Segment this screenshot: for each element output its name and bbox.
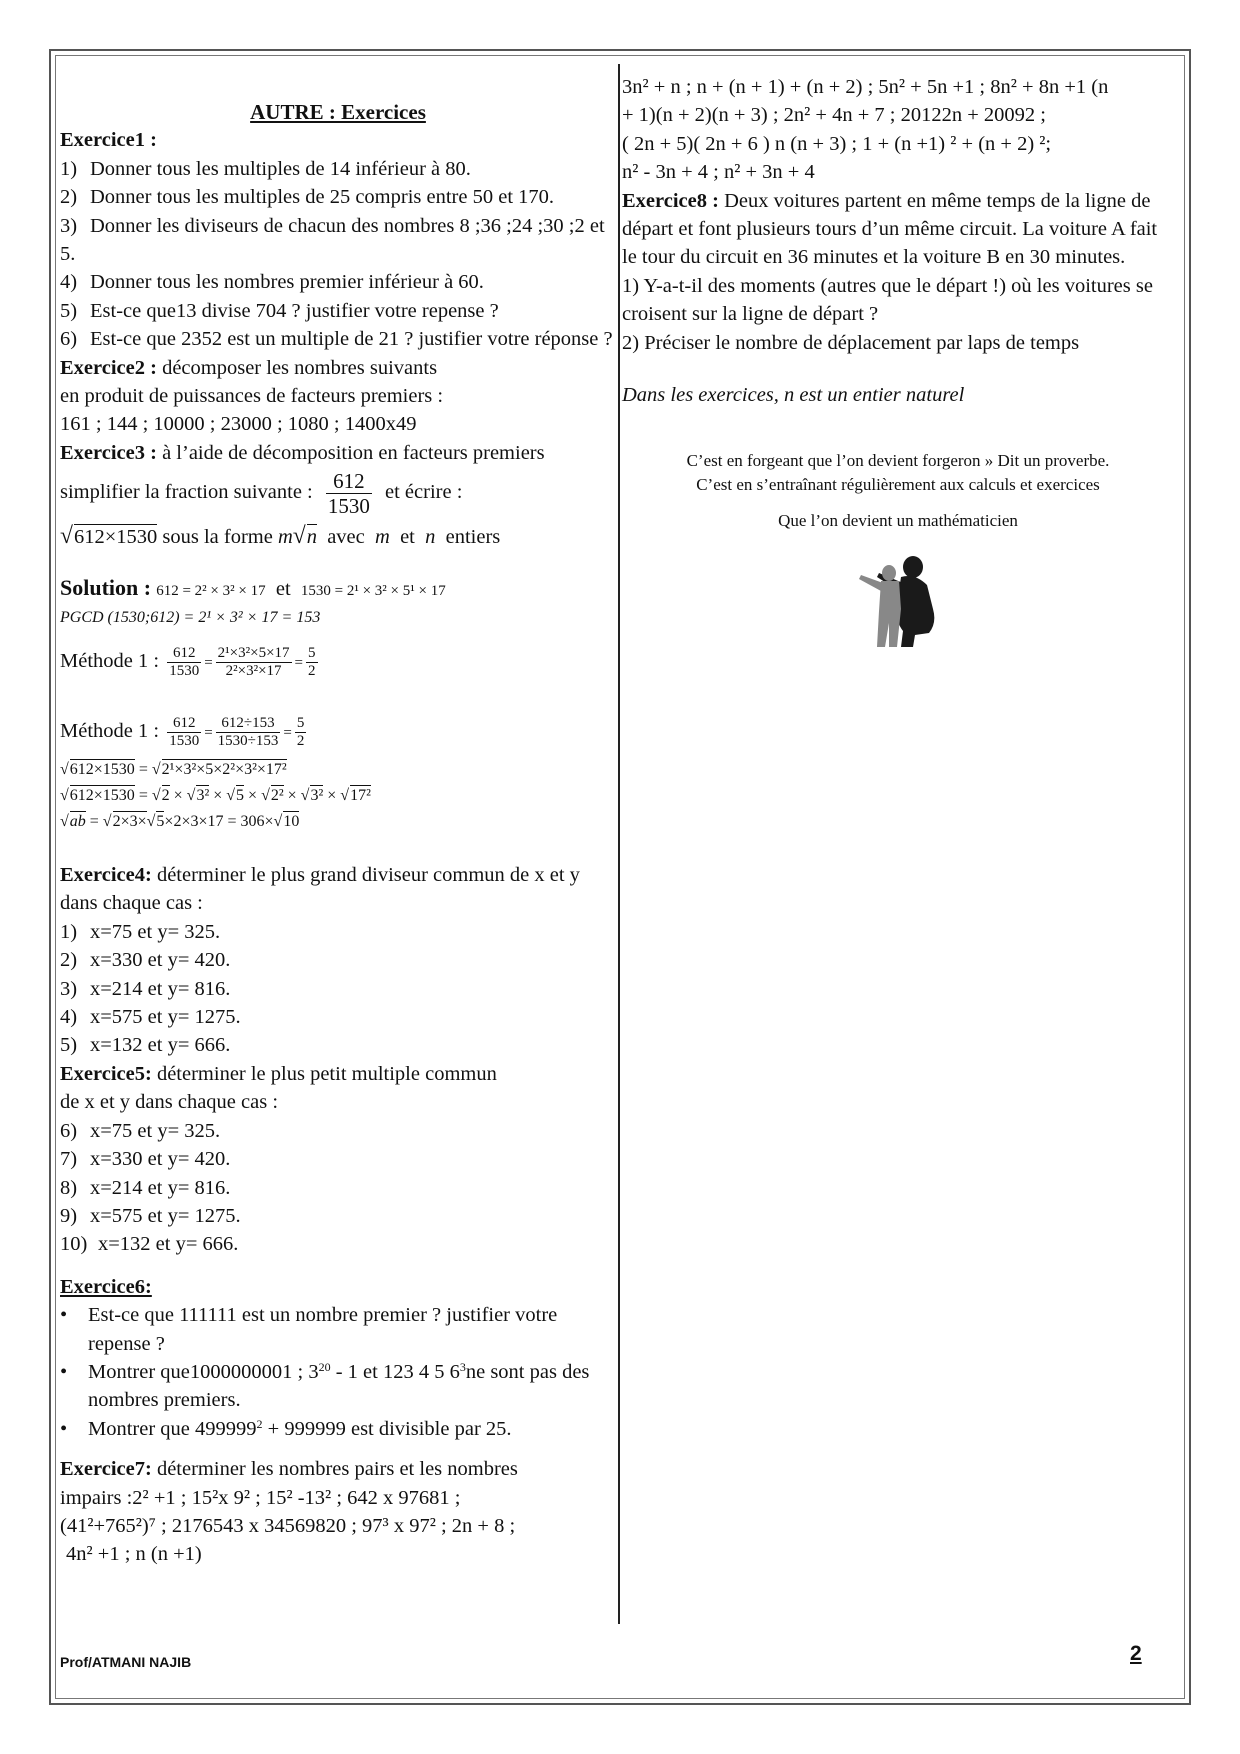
method2-line: Méthode 1 : $\frac{612}{1530}$ = $\frac{612\div 153}{1530\div 153}$ = $\frac{5}{2}$ — [60, 714, 305, 749]
solution-line: Solution : 612 = 2² × 3² × 17 et 1530 = 2¹ × 3² × 5¹ × 17 — [60, 574, 446, 600]
teacher-child-silhouette-icon — [853, 551, 943, 651]
author-footer: Prof/ATMANI NAJIB — [60, 1654, 192, 1670]
ex5-list — [60, 1117, 616, 1259]
pgcd-line: PGCD (1530;612) = 2¹ × 3² × 17 = 153 — [60, 609, 321, 627]
ex3-fraction-line: simplifier la fraction suivante : $\frac{612}{1530}$ et écrire : — [60, 468, 463, 519]
root-line-1: √612×1530 = √2¹×3²×5×2²×3²×17² — [60, 761, 287, 779]
ex7-line2: impairs :2² +1 ; 15²x 9² ; 15² -13² ; 642 x 97681 ; — [60, 1486, 461, 1509]
list-item: 1) x=75 et y= 325. — [60, 920, 221, 943]
m1-frac-b: $\frac{\text{2¹×3²×5×17}}{\text{2²×3²×17}}$ — [217, 644, 290, 679]
list-item: 7) x=330 et y= 420. — [60, 1148, 231, 1171]
ex5-line2: de x et y dans chaque cas : — [60, 1091, 279, 1114]
list-item: 1) Donner tous les multiples de 14 inférieur à 80. — [60, 157, 471, 180]
ex7-cont-line1: 3n² + n ; n + (n + 1) + (n + 2) ; 5n² + 5n +1 ; 8n² + 8n +1 (n — [622, 76, 1109, 98]
list-item: 9) x=575 et y= 1275. — [60, 1204, 241, 1227]
fraction-612-1530: $\frac{612}{1530}$ — [327, 468, 370, 519]
ex6-bullet-2: • Montrer que1000000001 ; $3^{20} - 1$ et 123 4 5 $6^3ne$ sont pas des nombres premiers. — [60, 1359, 590, 1412]
list-item: 2) Donner tous les multiples de 25 compris entre 50 et 170. — [60, 186, 555, 209]
ex8-q2: 2) Préciser le nombre de déplacement par laps de temps — [622, 331, 1080, 354]
proverb-line-2: C’est en s’entraînant régulièrement aux calculs et exercices — [696, 475, 1100, 495]
list-item: 4) Donner tous les nombres premier inférieur à 60. — [60, 271, 484, 294]
ex8-text: Exercice8 : Deux voitures partent en même temps de la ligne de départ et font plusieurs tours d’un même circuit. La voiture A fait le tour du circuit en 36 minutes et la voiture B en 30 minutes. — [622, 189, 1158, 269]
root-line-3: √ab = √2×3×√5×2×3×17 = 306×√10 — [60, 813, 300, 831]
column-divider — [618, 64, 620, 1624]
list-item: 6) x=75 et y= 325. — [60, 1119, 221, 1142]
list-item: 6) Est-ce que 2352 est un multiple de 21 ? justifier votre réponse ? — [60, 328, 613, 351]
ex6-bullet-1: • Est-ce que 111111 est un nombre premier ? justifier votre repense ? — [60, 1304, 558, 1355]
list-item: 5) x=132 et y= 666. — [60, 1034, 231, 1057]
m1-frac-a: $\frac{612}{1530}$ — [169, 644, 200, 679]
proverb-line-3: Que l’on devient un mathématicien — [778, 511, 1018, 531]
list-item: 4) x=575 et y= 1275. — [60, 1006, 241, 1029]
list-item: 2) x=330 et y= 420. — [60, 949, 231, 972]
right-column — [622, 73, 1174, 651]
note-naturel: Dans les exercices, n est un entier naturel — [622, 384, 965, 407]
method1-line: Méthode 1 : $\frac{612}{1530}$ = $\frac{\text{2¹×3²×5×17}}{\text{2²×3²×17}}$ = $\frac{5}{2}$ — [60, 644, 316, 679]
ex2-line2: en produit de puissances de facteurs premiers : — [60, 385, 444, 408]
list-item: 10) x=132 et y= 666. — [60, 1233, 239, 1256]
ex1-list — [60, 155, 616, 354]
ex7-cont-line3: ( 2n + 5)( 2n + 6 ) n (n + 3) ; 1 + (n +1) ² + (n + 2) ²; — [622, 132, 1052, 155]
ex4-list — [60, 918, 616, 1060]
list-item: 3) x=214 et y= 816. — [60, 977, 231, 1000]
ex6-bullet-3: • Montrer que $499999^2 + 999999$ est divisible par 25. — [60, 1416, 512, 1440]
ex7-line4: 4n² +1 ; n (n +1) — [66, 1543, 202, 1566]
ex3-sqrt-line: √612×1530 sous la forme m√n avec m et n entiers — [60, 523, 501, 550]
m2-frac-b: $\frac{612\div 153}{1530\div 153}$ — [217, 714, 279, 749]
list-item: 8) x=214 et y= 816. — [60, 1176, 231, 1199]
ex3-line1: Exercice3 : à l’aide de décomposition en facteurs premiers — [60, 441, 545, 464]
page-number: 2 — [1130, 1642, 1142, 1665]
page-title: AUTRE : Exercices — [250, 100, 426, 124]
proverb-line-1: C’est en forgeant que l’on devient forgeron » Dit un proverbe. — [686, 451, 1110, 471]
ex7-line1: Exercice7: déterminer les nombres pairs et les nombres — [60, 1458, 518, 1481]
ex6-heading: Exercice6: — [60, 1275, 152, 1298]
proverb-block — [622, 449, 1174, 533]
ex7-line3: (41²+765²)⁷ ; 2176543 x 34569820 ; 97³ x 97² ; 2n + 8 ; — [60, 1514, 516, 1537]
left-column — [60, 98, 616, 1569]
ex2-line3: 161 ; 144 ; 10000 ; 23000 ; 1080 ; 1400x49 — [60, 413, 417, 436]
ex5-line1: Exercice5: déterminer le plus petit multiple commun — [60, 1062, 497, 1085]
list-item: 5) Est-ce que13 divise 704 ? justifier votre repense ? — [60, 299, 499, 322]
ex7-cont-line4: n² - 3n + 4 ; n² + 3n + 4 — [622, 161, 815, 184]
ex2-line1: Exercice2 : décomposer les nombres suivants — [60, 356, 438, 379]
ex4-line1: Exercice4: déterminer le plus grand diviseur commun de x et y dans chaque cas : — [60, 864, 580, 915]
ex7-cont-line2: + 1)(n + 2)(n + 3) ; 2n² + 4n + 7 ; 20122n + 20092 ; — [622, 104, 1046, 127]
ex8-q1: 1) Y-a-t-il des moments (autres que le départ !) où les voitures se croisent sur la ligne de départ ? — [622, 274, 1153, 326]
list-item: 3) Donner les diviseurs de chacun des nombres 8 ;36 ;24 ;30 ;2 et 5. — [60, 214, 605, 266]
m2-frac-a: $\frac{612}{1530}$ — [169, 714, 200, 749]
ex1-heading: Exercice1 : — [60, 129, 157, 152]
m2-frac-c: $\frac{5}{2}$ — [296, 714, 305, 749]
root-line-2: √612×1530 = √2 × √3² × √5 × √2² × √3² × √17² — [60, 787, 371, 805]
m1-frac-c: $\frac{5}{2}$ — [308, 644, 316, 679]
